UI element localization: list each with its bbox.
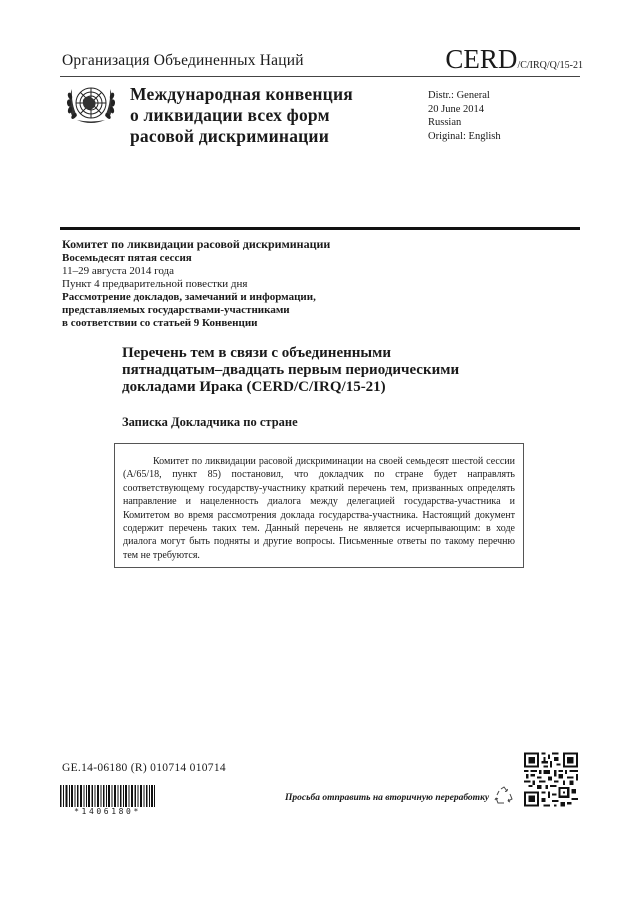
document-symbol bbox=[445, 44, 583, 75]
section-rule bbox=[60, 227, 580, 230]
document-title-line: Перечень тем в связи с объединенными bbox=[122, 345, 391, 361]
summary-box bbox=[114, 443, 524, 568]
original-language: Original: English bbox=[428, 130, 501, 142]
qr-code-icon bbox=[524, 752, 578, 807]
organization-name: Организация Объединенных Наций bbox=[62, 52, 304, 69]
job-number: GE.14-06180 (R) 010714 010714 bbox=[62, 762, 226, 774]
symbol-main: CERD bbox=[445, 44, 518, 74]
recycle-notice: Просьба отправить на вторичную переработку bbox=[285, 793, 490, 803]
agenda-title-line: в соответствии со статьей 9 Конвенции bbox=[62, 317, 258, 329]
un-emblem-icon bbox=[63, 80, 119, 130]
summary-text: Комитет по ликвидации расовой дискриминации на своей семьдесят шестой сессии (A/65/18, пункт 85) постановил, что докладчик по стране будет направлять соответствующему государству-участнику краткий перечень тем, призванных определять направление и нацеленность диалога между делегацией государства-участника и Комитетом во время рассмотрения доклада государства-участника. Настоящий документ содержит перечень таких тем. Данный перечень не является исчерпывающим: в ходе диалога могут быть подняты и другие вопросы. Письменные ответы по такому перечню тем не требуются. bbox=[123, 456, 515, 561]
session-dates: 11–29 августа 2014 года bbox=[62, 265, 175, 277]
barcode-icon bbox=[60, 785, 155, 807]
document-title-line: докладами Ирака (CERD/C/IRQ/15-21) bbox=[122, 379, 386, 395]
agenda-item: Пункт 4 предварительной повестки дня bbox=[62, 278, 248, 290]
convention-title-line: о ликвидации всех форм bbox=[130, 105, 330, 125]
document-title bbox=[122, 345, 459, 396]
session-name: Восемьдесят пятая сессия bbox=[62, 252, 192, 264]
distribution-type: Distr.: General bbox=[428, 90, 490, 101]
agenda-title-line: Рассмотрение докладов, замечаний и информации, bbox=[62, 291, 316, 303]
committee-block bbox=[62, 237, 330, 330]
committee-name: Комитет по ликвидации расовой дискриминации bbox=[62, 237, 331, 251]
header-rule bbox=[60, 76, 580, 77]
distribution-block bbox=[428, 89, 501, 143]
recycle-icon bbox=[493, 785, 515, 807]
barcode-number: *1406180* bbox=[74, 807, 141, 816]
symbol-sub: /C/IRQ/Q/15-21 bbox=[517, 60, 583, 71]
issue-date: 20 June 2014 bbox=[428, 103, 484, 115]
note-title: Записка Докладчика по стране bbox=[122, 415, 298, 429]
convention-title-line: Международная конвенция bbox=[130, 84, 353, 104]
convention-title-line: расовой дискриминации bbox=[130, 126, 329, 146]
convention-title bbox=[130, 84, 353, 147]
document-title-line: пятнадцатым–двадцать первым периодическими bbox=[122, 362, 460, 378]
agenda-title-line: представляемых государствами-участниками bbox=[62, 304, 290, 316]
language: Russian bbox=[428, 117, 462, 128]
